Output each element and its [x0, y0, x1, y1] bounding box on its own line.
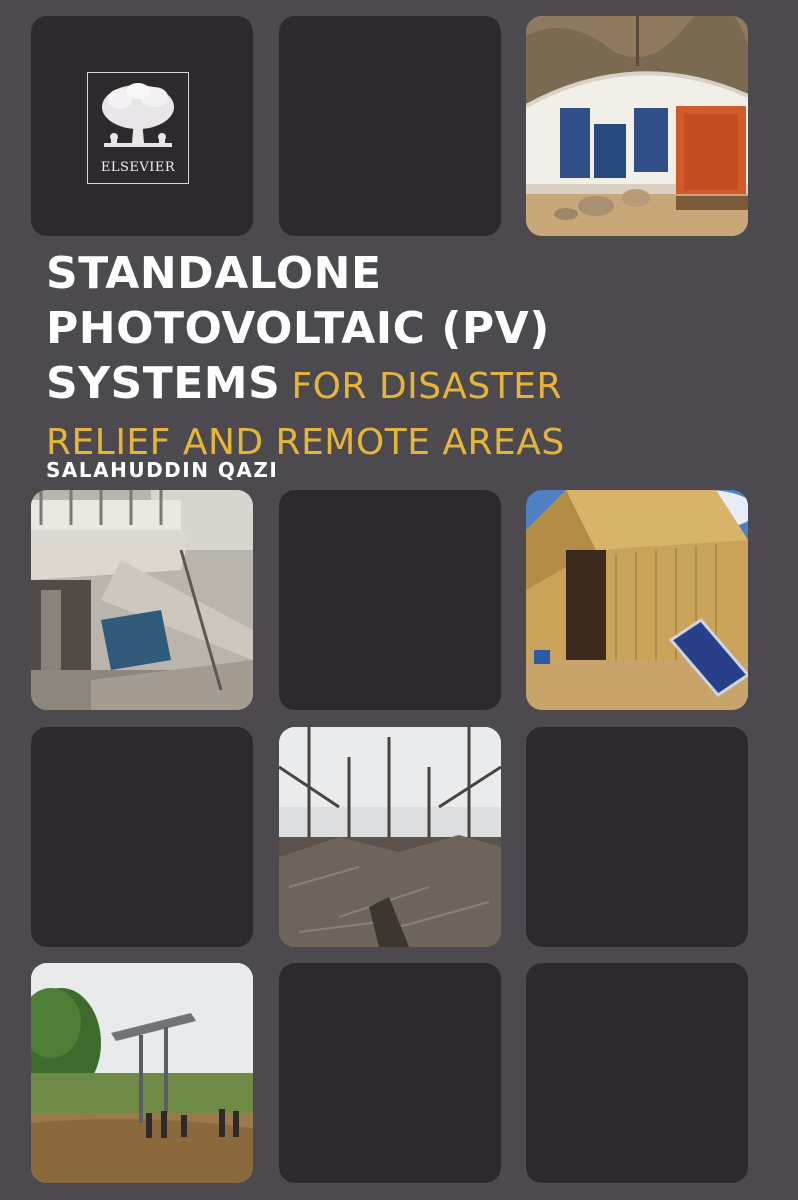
reed-hut-photo — [526, 490, 748, 710]
blank-tile — [279, 490, 501, 710]
publisher-logo-tile — [31, 16, 253, 236]
blank-tile — [31, 727, 253, 947]
burnt-ruins-photo — [279, 727, 501, 947]
tree-icon — [96, 79, 180, 155]
title-line-4: RELIEF AND REMOTE AREAS — [46, 422, 565, 463]
solar-array-field-photo — [31, 963, 253, 1183]
photo-reed-hut — [526, 490, 748, 710]
photo-yurt — [526, 16, 748, 236]
blank-tile — [279, 16, 501, 236]
author-name: SALAHUDDIN QAZI — [46, 458, 279, 482]
blank-tile — [279, 963, 501, 1183]
title-line-3 — [46, 356, 766, 415]
elsevier-logo — [87, 72, 189, 184]
book-title — [46, 246, 766, 470]
blank-tile — [526, 963, 748, 1183]
title-line-1: STANDALONE — [46, 248, 382, 299]
publisher-name: ELSEVIER — [100, 160, 176, 175]
title-line-3-white: SYSTEMS — [46, 358, 281, 409]
yurt-photo — [526, 16, 748, 236]
photo-collapsed-building — [31, 490, 253, 710]
title-line-3-gold: FOR DISASTER — [291, 366, 563, 407]
blank-tile — [526, 727, 748, 947]
photo-solar-array-field — [31, 963, 253, 1183]
photo-burnt-ruins — [279, 727, 501, 947]
title-line-2: PHOTOVOLTAIC (PV) — [46, 303, 550, 354]
collapsed-building-photo — [31, 490, 253, 710]
